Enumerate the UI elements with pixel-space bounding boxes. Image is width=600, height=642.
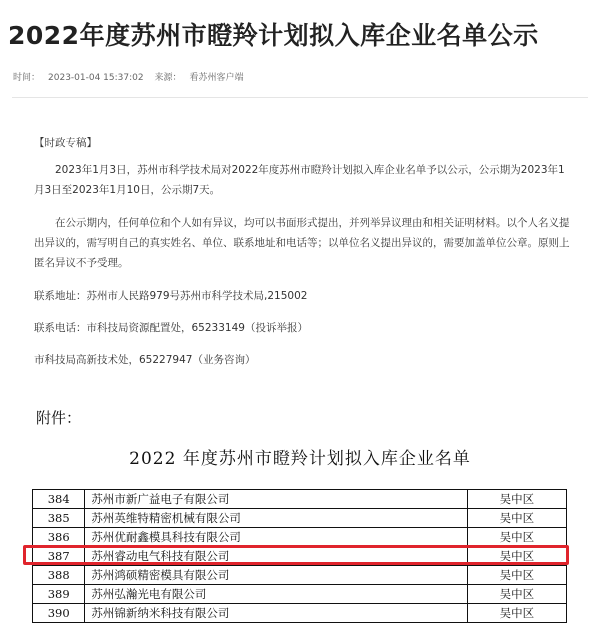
company-name: 苏州优耐鑫模具科技有限公司 (85, 528, 467, 547)
company-name: 苏州睿动电气科技有限公司 (85, 547, 467, 566)
article-tag: 【时政专稿】 (34, 137, 97, 149)
row-number: 390 (33, 604, 85, 623)
company-list-table (32, 489, 567, 623)
attachment-label: 附件： (36, 409, 82, 427)
attachment-doc-title: 2022 年度苏州市瞪羚计划拟入库企业名单 (129, 449, 471, 469)
source-label: 来源： (154, 73, 182, 83)
district: 吴中区 (467, 490, 566, 509)
table-row-highlighted (33, 547, 567, 566)
contact-address: 联系地址：苏州市人民路979号苏州市科学技术局,215002 (34, 290, 308, 302)
source-value: 看苏州客户端 (189, 73, 244, 83)
district: 吴中区 (467, 509, 566, 528)
row-number: 387 (33, 547, 85, 566)
contact-phone: 联系电话：市科技局资源配置处，65233149（投诉举报） (34, 322, 308, 334)
district: 吴中区 (467, 566, 566, 585)
table-row (33, 566, 567, 585)
district: 吴中区 (467, 585, 566, 604)
row-number: 389 (33, 585, 85, 604)
company-name: 苏州锦新纳米科技有限公司 (85, 604, 467, 623)
table-row (33, 490, 567, 509)
company-name: 苏州英维特精密机械有限公司 (85, 509, 467, 528)
company-name: 苏州市新广益电子有限公司 (85, 490, 467, 509)
row-number: 384 (33, 490, 85, 509)
row-number: 388 (33, 566, 85, 585)
district: 吴中区 (467, 528, 566, 547)
article-paragraph-2: 在公示期内，任何单位和个人如有异议，均可以书面形式提出，并列举异议理由和相关证明材料。以个人名义提出异议的，需写明自己的真实姓名、单位、联系地址和电话等；以单位名义提出异议的，需要加盖单位公章。原则上匿名异议不予受理。 (34, 217, 570, 269)
table-row (33, 509, 567, 528)
row-number: 385 (33, 509, 85, 528)
row-number: 386 (33, 528, 85, 547)
table-row (33, 528, 567, 547)
divider (12, 97, 588, 98)
contact-department: 市科技局高新技术处，65227947（业务咨询） (34, 354, 256, 366)
article-meta (13, 70, 252, 83)
table-row (33, 604, 567, 623)
table-row (33, 585, 567, 604)
publish-time: 2023-01-04 15:37:02 (48, 73, 144, 83)
time-label: 时间： (13, 73, 41, 83)
district: 吴中区 (467, 604, 566, 623)
article-title: 2022年度苏州市瞪羚计划拟入库企业名单公示 (8, 21, 539, 50)
company-name: 苏州弘瀚光电有限公司 (85, 585, 467, 604)
district: 吴中区 (467, 547, 566, 566)
article-paragraph-1: 2023年1月3日，苏州市科学技术局对2022年度苏州市瞪羚计划拟入库企业名单予以公示，公示期为2023年1月3日至2023年1月10日，公示期7天。 (34, 164, 565, 196)
company-name: 苏州鸿硕精密模具有限公司 (85, 566, 467, 585)
